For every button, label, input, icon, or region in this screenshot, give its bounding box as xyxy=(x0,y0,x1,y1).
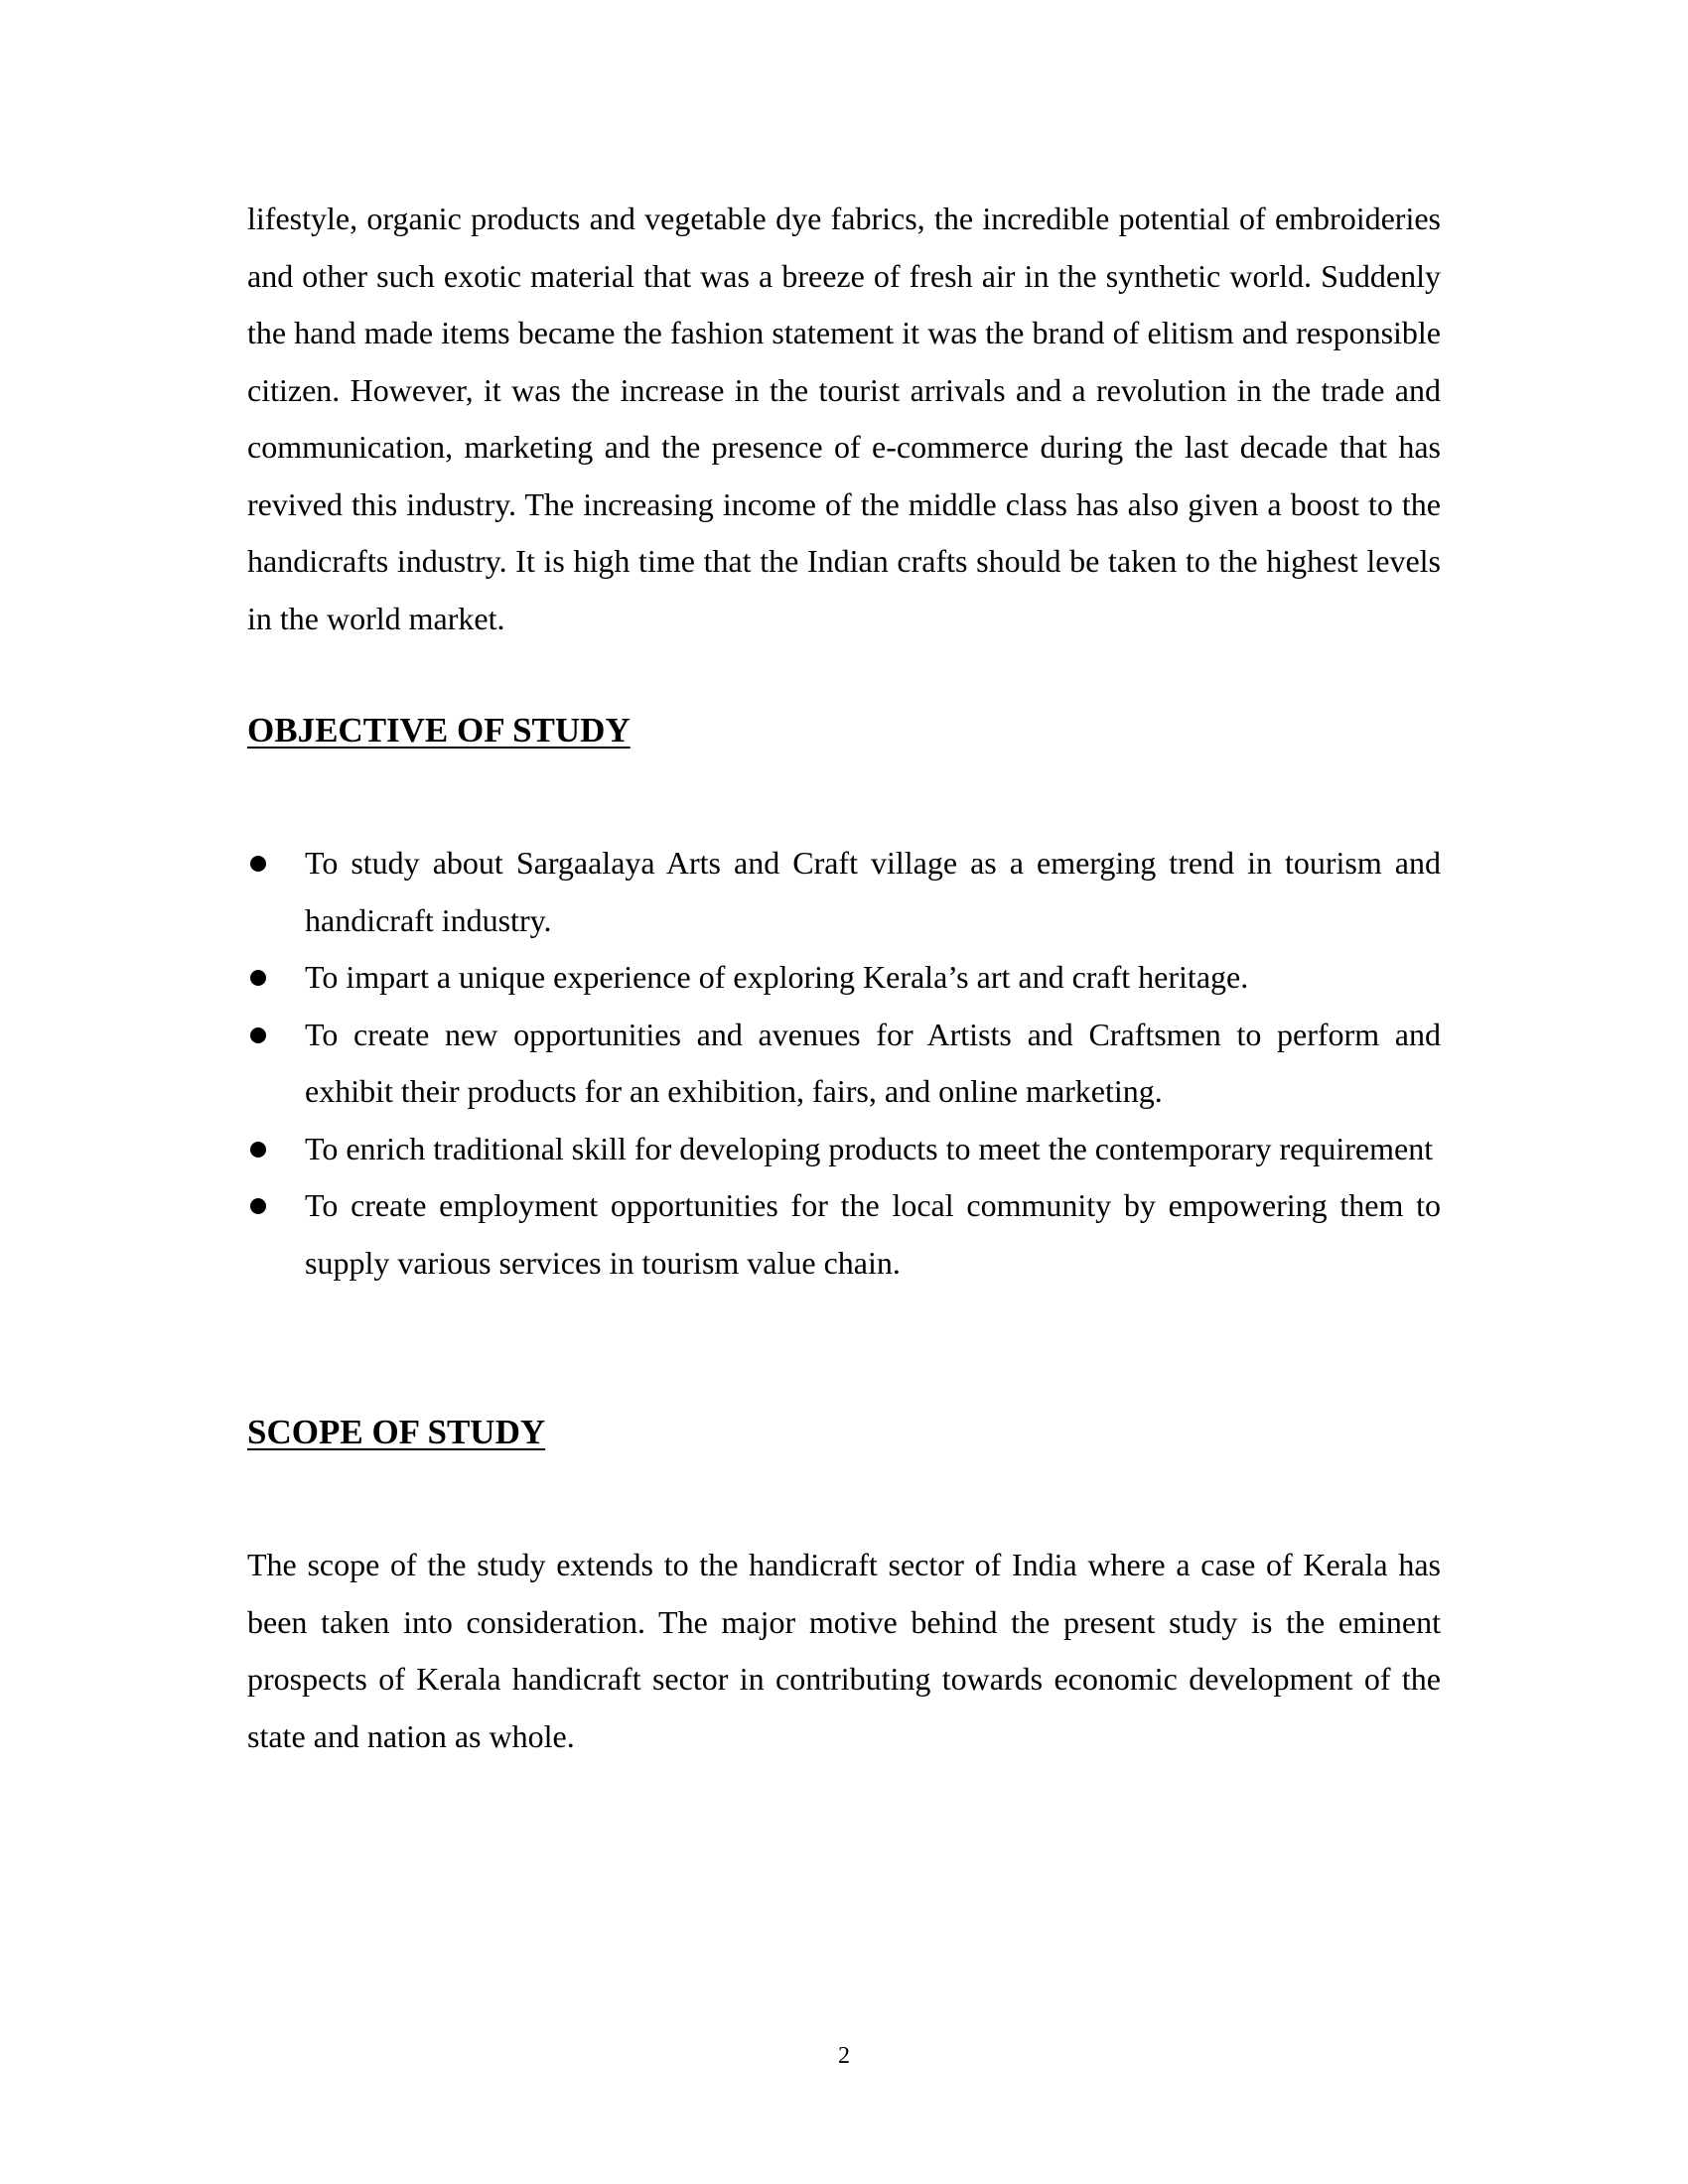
scope-paragraph: The scope of the study extends to the handicraft sector of India where a case of Kerala has been taken into consideration. The major motive behind the present study is the eminent prospects of Kerala handicraft sector in contributing towards economic development of the state and nation as whole. xyxy=(247,1547,1441,1754)
objective-item-text: To create new opportunities and avenues for Artists and Craftsmen to perform and exhibit their products for an exhibition, fairs, and online marketing. xyxy=(305,1016,1441,1109)
objective-list xyxy=(247,835,1441,1292)
objective-item-text: To impart a unique experience of exploring Kerala’s art and craft heritage. xyxy=(305,959,1249,995)
objective-heading: OBJECTIVE OF STUDY xyxy=(247,711,631,750)
objective-item-text: To create employment opportunities for the local community by empowering them to supply various services in tourism value chain. xyxy=(305,1187,1441,1281)
objective-list-item xyxy=(247,835,1441,949)
page-number: 2 xyxy=(838,2043,850,2069)
bullet-icon xyxy=(250,856,266,872)
objective-list-item xyxy=(247,1121,1441,1178)
objective-item-text: To study about Sargaalaya Arts and Craft village as a emerging trend in tourism and handicraft industry. xyxy=(305,845,1441,938)
objective-list-item xyxy=(247,1177,1441,1292)
intro-paragraph: lifestyle, organic products and vegetable dye fabrics, the incredible potential of embroideries and other such exotic material that was a breeze of fresh air in the synthetic world. Suddenly the hand made items became the fashion statement it was the brand of elitism and responsible citizen. However, it was the increase in the tourist arrivals and a revolution in the trade and communication, marketing and the presence of e-commerce during the last decade that has revived this industry. The increasing income of the middle class has also given a boost to the handicrafts industry. It is high time that the Indian crafts should be taken to the highest levels in the world market. xyxy=(247,201,1441,636)
objective-item-text: To enrich traditional skill for developing products to meet the contemporary requirement xyxy=(305,1130,1434,1166)
bullet-icon xyxy=(250,1027,266,1043)
bullet-icon xyxy=(250,970,266,986)
objective-list-item xyxy=(247,1007,1441,1121)
bullet-icon xyxy=(250,1198,266,1214)
scope-heading: SCOPE OF STUDY xyxy=(247,1413,546,1451)
objective-list-item xyxy=(247,949,1441,1007)
bullet-icon xyxy=(250,1142,266,1158)
